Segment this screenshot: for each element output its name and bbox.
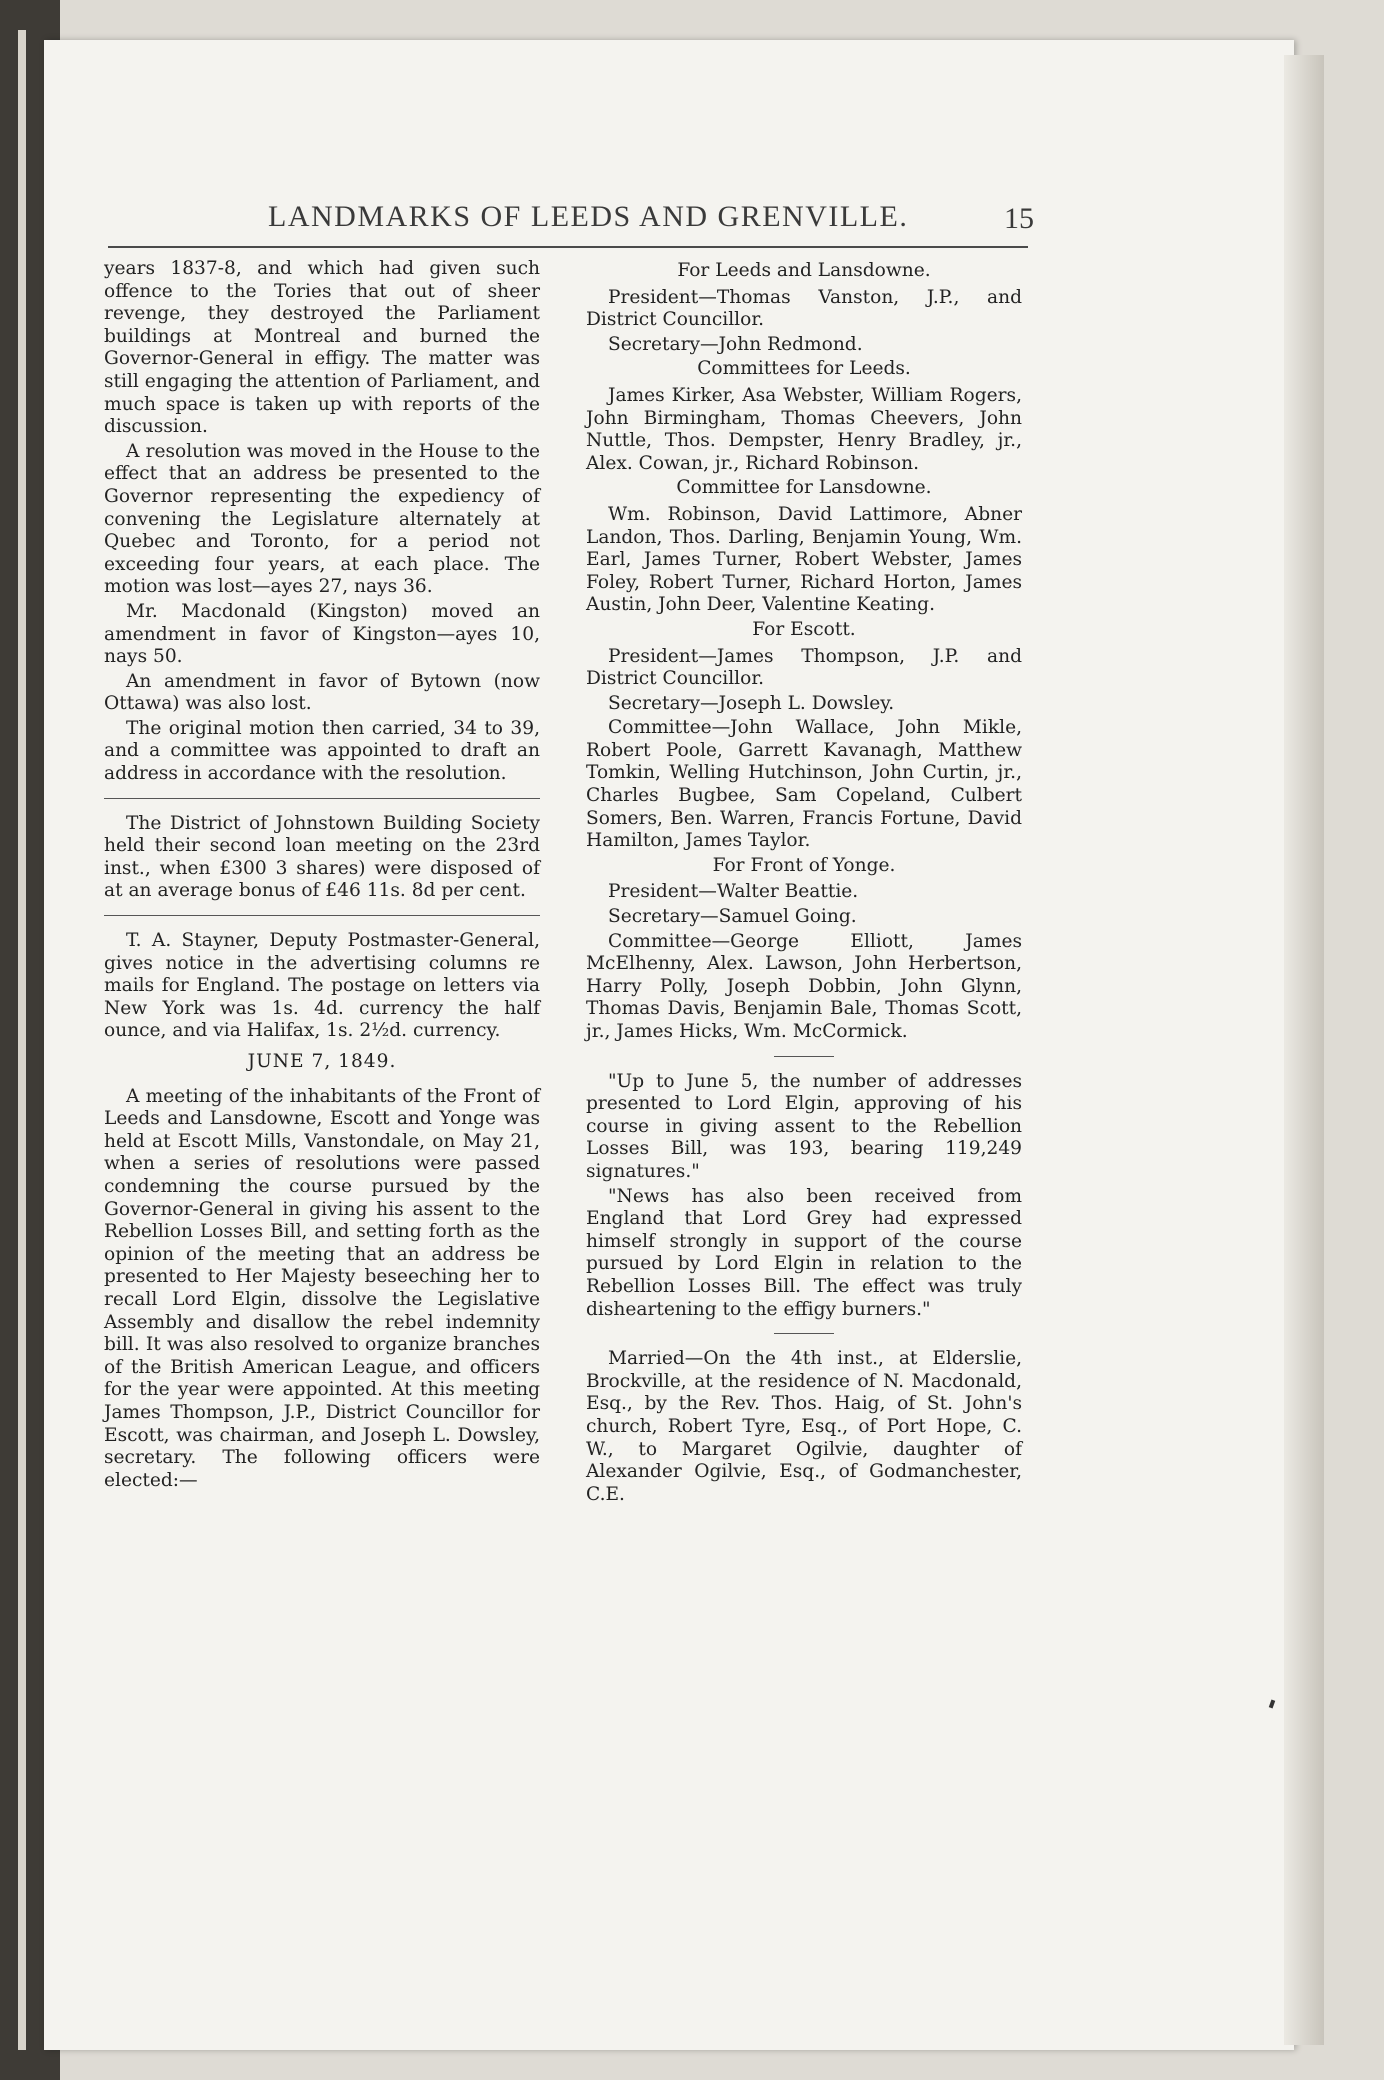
paragraph: A resolution was moved in the House to the effect that an address be presented to the Governor representing the expediency of convening the Legislature alternately at Quebec and Toronto, for a period not exceeding four years, at each place. The motion was lost—ayes 27, nays 36.: [104, 440, 540, 598]
paragraph: Married—On the 4th inst., at Elderslie, Brockville, at the residence of N. Macdonald, Esq., by the Rev. Thos. Haig, of St. John's church, Robert Tyre, Esq., of Port Hope, C. W., to Margaret Ogilvie, daughter of Alexander Ogilvie, Esq., of Godmanchester, C.E.: [586, 1348, 1022, 1505]
paragraph: President—Walter Beattie.: [608, 881, 859, 903]
subheading: Committee for Lansdowne.: [676, 477, 932, 499]
paragraph: A meeting of the inhabitants of the Front of Leeds and Lansdowne, Escott and Yonge was held at Escott Mills, Vanstondale, on May 21, when a series of resolutions were passed condemning the course pursued by the Governor-General in giving his assent to the Rebellion Losses Bill, and setting forth as the opinion of the meeting that an address be presented to Her Majesty beseeching her to recall Lord Elgin, dissolve the Legislative Assembly and disallow the rebel indemnity bill. It was also resolved to organize branches of the British American League, and officers for the year were appointed. At this meeting James Thompson, J.P., District Councillor for Escott, was chairman, and Joseph L. Dowsley, secretary. The following officers were elected:—: [104, 1085, 540, 1491]
paragraph: years 1837-8, and which had given such offence to the Tories that out of sheer revenge, they destroyed the Parliament buildings at Montreal and burned the Governor-General in effigy. The matter was still engaging the attention of Parliament, and much space is taken up with reports of the discussion.: [104, 258, 540, 438]
paragraph: T. A. Stayner, Deputy Postmaster-General, gives notice in the advertising columns re mails for England. The postage on letters via New York was 1s. 4d. currency the half ounce, and via Halifax, 1s. 2½d. currency.: [104, 930, 540, 1042]
paragraph: The District of Johnstown Building Society held their second loan meeting on the 23rd inst., when £300 3 shares) were disposed of at an average bonus of £46 11s. 8d per cent.: [104, 812, 540, 902]
paragraph: An amendment in favor of Bytown (now Ottawa) was also lost.: [104, 670, 540, 715]
left-column: [104, 258, 540, 1494]
paragraph: The original motion then carried, 34 to 39, and a committee was appointed to draft an address in accordance with the resolution.: [104, 717, 540, 785]
page-number: 15: [1004, 202, 1034, 235]
section-divider: [104, 798, 540, 799]
right-column: [586, 258, 1022, 1508]
subheading: For Front of Yonge.: [712, 854, 896, 876]
previous-page-edge: [18, 30, 26, 2050]
paragraph: President—James Thompson, J.P. and District Councillor.: [586, 645, 1022, 690]
running-header: LANDMARKS OF LEEDS AND GRENVILLE.: [268, 200, 909, 233]
section-divider: [104, 915, 540, 916]
header-rule: [108, 246, 1028, 248]
paragraph: James Kirker, Asa Webster, William Rogers, John Birmingham, Thomas Cheevers, John Nuttle, Thos. Dempster, Henry Bradley, jr., Alex. Cowan, jr., Richard Robinson.: [586, 384, 1022, 474]
paragraph: "Up to June 5, the number of addresses presented to Lord Elgin, approving of his course in giving assent to the Rebellion Losses Bill, was 193, bearing 119,249 signatures.": [586, 1070, 1022, 1182]
subheading: For Leeds and Lansdowne.: [677, 260, 931, 281]
paragraph: Mr. Macdonald (Kingston) moved an amendment in favor of Kingston—ayes 10, nays 50.: [104, 600, 540, 668]
paragraph: Committee—George Elliott, James McElhenny, Alex. Lawson, John Herbertson, Harry Polly, Joseph Dobbin, John Glynn, Thomas Davis, Benjamin Bale, Thomas Scott, jr., James Hicks, Wm. McCormick.: [586, 930, 1022, 1042]
paragraph: Secretary—Joseph L. Dowsley.: [608, 692, 895, 714]
section-divider: [774, 1056, 834, 1057]
paragraph: "News has also been received from England that Lord Grey had expressed himself strongly in support of the course pursued by Lord Elgin in relation to the Rebellion Losses Bill. The effect was truly disheartening to the effigy burners.": [586, 1185, 1022, 1320]
paragraph: Secretary—Samuel Going.: [608, 906, 857, 928]
date-heading: JUNE 7, 1849.: [247, 1051, 397, 1072]
page-stack-edge: [1284, 55, 1324, 2045]
subheading: Committees for Leeds.: [697, 358, 911, 380]
paragraph: Committee—John Wallace, John Mikle, Robert Poole, Garrett Kavanagh, Matthew Tomkin, Welling Hutchinson, John Curtin, jr., Charles Bugbee, Sam Copeland, Culbert Somers, Ben. Warren, Francis Fortune, David Hamilton, James Taylor.: [586, 717, 1022, 852]
paragraph: Secretary—John Redmond.: [608, 333, 863, 355]
paragraph: Wm. Robinson, David Lattimore, Abner Landon, Thos. Darling, Benjamin Young, Wm. Earl, James Turner, Robert Webster, James Foley, Robert Turner, Richard Horton, James Austin, John Deer, Valentine Keating.: [586, 503, 1022, 616]
subheading: For Escott.: [752, 618, 856, 640]
section-divider: [774, 1333, 834, 1334]
paragraph: President—Thomas Vanston, J.P., and District Councillor.: [586, 286, 1022, 331]
